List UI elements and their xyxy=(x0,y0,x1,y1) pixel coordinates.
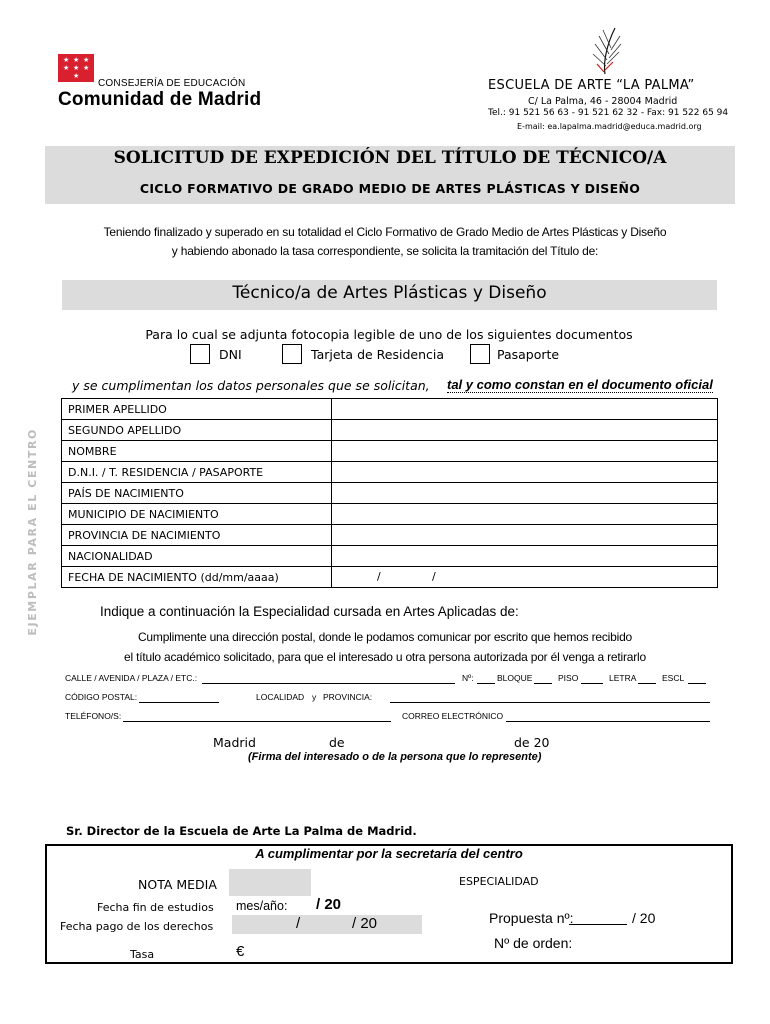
field-input-primer-apellido[interactable] xyxy=(332,399,718,420)
label-dni: DNI xyxy=(219,347,242,362)
field-label: SEGUNDO APELLIDO xyxy=(62,420,332,441)
field-input-documento[interactable] xyxy=(332,462,718,483)
feather-logo xyxy=(585,24,625,76)
field-input-nacionalidad[interactable] xyxy=(332,546,718,567)
form-subtitle: CICLO FORMATIVO DE GRADO MEDIO DE ARTES PLÁSTICAS Y DISEÑO xyxy=(139,181,641,196)
label-tarjeta-residencia: Tarjeta de Residencia xyxy=(311,347,445,362)
school-email: E-mail: ea.lapalma.madrid@educa.madrid.org xyxy=(517,122,702,131)
signature-note: (Firma del interesado o de la persona que lo represente) xyxy=(248,751,542,763)
comunidad-madrid-flag-logo: ★ ★ ★ ★ ★ ★ ★ xyxy=(58,54,94,82)
input-bloque[interactable] xyxy=(534,683,552,684)
field-input-segundo-apellido[interactable] xyxy=(332,420,718,441)
label-bloque: BLOQUE xyxy=(497,673,533,683)
fecha-fin-year[interactable]: / 20 xyxy=(316,896,342,913)
input-calle[interactable] xyxy=(202,683,455,684)
input-piso[interactable] xyxy=(581,683,603,684)
input-letra[interactable] xyxy=(638,683,656,684)
table-row xyxy=(62,462,718,483)
personal-data-intro: y se cumplimentan los datos personales que se solicitan, xyxy=(72,378,430,393)
field-label: MUNICIPIO DE NACIMIENTO xyxy=(62,504,332,525)
label-correo: CORREO ELECTRÓNICO xyxy=(402,711,504,721)
field-input-pais-nacimiento[interactable] xyxy=(332,483,718,504)
consejeria-label: CONSEJERÍA DE EDUCACIÓN xyxy=(98,78,246,89)
signature-year: de 20 xyxy=(514,735,550,750)
label-especialidad: ESPECIALIDAD xyxy=(459,875,539,888)
input-codigo-postal[interactable] xyxy=(139,702,219,703)
label-calle: CALLE / AVENIDA / PLAZA / ETC.: xyxy=(65,673,198,683)
table-row xyxy=(62,567,718,588)
label-tasa: Tasa xyxy=(130,948,155,961)
personal-data-intro-bold: tal y como constan en el documento oficial xyxy=(447,377,713,392)
address-instructions-2: el título académico solicitado, para que el interesado u otra persona autorizada por él venga a retirarlo xyxy=(124,650,646,664)
label-y: y xyxy=(312,692,317,702)
table-row xyxy=(62,525,718,546)
field-input-fecha-nacimiento[interactable] xyxy=(332,567,718,588)
input-nota-media[interactable] xyxy=(229,869,311,896)
school-name: ESCUELA DE ARTE “LA PALMA” xyxy=(488,78,695,93)
label-fecha-fin: Fecha fin de estudios xyxy=(97,901,214,914)
input-fecha-pago[interactable] xyxy=(232,915,422,934)
input-correo[interactable] xyxy=(506,721,710,722)
label-pasaporte: Pasaporte xyxy=(497,347,560,362)
input-telefono[interactable] xyxy=(123,721,391,722)
label-orden: Nº de orden: xyxy=(494,935,573,951)
checkbox-pasaporte[interactable] xyxy=(470,344,490,364)
input-escalera[interactable] xyxy=(688,683,706,684)
field-label: NACIONALIDAD xyxy=(62,546,332,567)
label-numero: Nº: xyxy=(462,673,474,683)
fecha-pago-year xyxy=(352,915,377,932)
label-propuesta: Propuesta nº: xyxy=(489,910,574,926)
date-separator: / xyxy=(432,570,436,583)
fecha-pago-separator: / xyxy=(296,915,301,932)
signature-city: Madrid xyxy=(213,735,256,750)
documents-intro: Para lo cual se adjunta fotocopia legible de uno de los siguientes documentos xyxy=(145,327,633,342)
school-phone: Tel.: 91 521 56 63 - 91 521 62 32 - Fax: 91 522 65 94 xyxy=(488,108,729,118)
signature-de: de xyxy=(329,735,345,750)
checkbox-tarjeta-residencia[interactable] xyxy=(282,344,302,364)
date-separator: / xyxy=(377,570,381,583)
input-localidad-provincia[interactable] xyxy=(390,702,710,703)
comunidad-label: Comunidad de Madrid xyxy=(58,89,262,110)
intro-line-1: Teniendo finalizado y superado en su totalidad el Ciclo Formativo de Grado Medio de Artes Plásticas y Diseño xyxy=(103,225,667,239)
field-label: PRIMER APELLIDO xyxy=(62,399,332,420)
label-nota-media: NOTA MEDIA xyxy=(138,877,217,892)
label-provincia: PROVINCIA: xyxy=(323,692,373,702)
field-input-nombre[interactable] xyxy=(332,441,718,462)
field-label: NOMBRE xyxy=(62,441,332,462)
field-label: PAÍS DE NACIMIENTO xyxy=(62,483,332,504)
address-instructions-1: Cumplimente una dirección postal, donde le podamos comunicar por escrito que hemos recibido xyxy=(137,630,633,644)
fecha-pago-year-text: / 20 xyxy=(352,915,378,932)
personal-data-table xyxy=(61,398,718,588)
label-localidad: LOCALIDAD xyxy=(256,692,305,702)
intro-line-2: y habiendo abonado la tasa correspondiente, se solicita la tramitación del Título de: xyxy=(171,244,599,258)
label-codigo-postal: CÓDIGO POSTAL: xyxy=(65,692,138,702)
secretaria-title: A cumplimentar por la secretaría del centro xyxy=(255,846,523,861)
label-fecha-pago: Fecha pago de los derechos xyxy=(60,920,214,933)
addressee: Sr. Director de la Escuela de Arte La Palma de Madrid. xyxy=(66,824,417,838)
field-input-municipio-nacimiento[interactable] xyxy=(332,504,718,525)
field-label: FECHA DE NACIMIENTO (dd/mm/aaaa) xyxy=(62,567,332,588)
side-stamp: EJEMPLAR PARA EL CENTRO xyxy=(26,428,39,636)
label-escalera: ESCL xyxy=(662,673,685,683)
table-row xyxy=(62,420,718,441)
label-telefono: TELÉFONO/S: xyxy=(65,711,122,721)
checkbox-dni[interactable] xyxy=(190,344,210,364)
form-title: SOLICITUD DE EXPEDICIÓN DEL TÍTULO DE TÉCNICO/A xyxy=(113,148,667,168)
table-row xyxy=(62,483,718,504)
field-label: D.N.I. / T. RESIDENCIA / PASAPORTE xyxy=(62,462,332,483)
especialidad-prompt: Indique a continuación la Especialidad cursada en Artes Aplicadas de: xyxy=(100,604,519,619)
propuesta-year: / 20 xyxy=(632,910,656,926)
tasa-euro[interactable]: € xyxy=(236,943,245,960)
input-propuesta[interactable] xyxy=(569,924,627,925)
table-row xyxy=(62,546,718,567)
input-numero[interactable] xyxy=(477,683,495,684)
label-piso: PISO xyxy=(558,673,579,683)
table-row xyxy=(62,399,718,420)
table-row xyxy=(62,441,718,462)
field-label: PROVINCIA DE NACIMIENTO xyxy=(62,525,332,546)
school-address: C/ La Palma, 46 - 28004 Madrid xyxy=(528,96,678,107)
label-letra: LETRA xyxy=(609,673,637,683)
label-mes-ano: mes/año: xyxy=(236,899,288,913)
table-row xyxy=(62,504,718,525)
field-input-provincia-nacimiento[interactable] xyxy=(332,525,718,546)
degree-name: Técnico/a de Artes Plásticas y Diseño xyxy=(232,283,547,303)
